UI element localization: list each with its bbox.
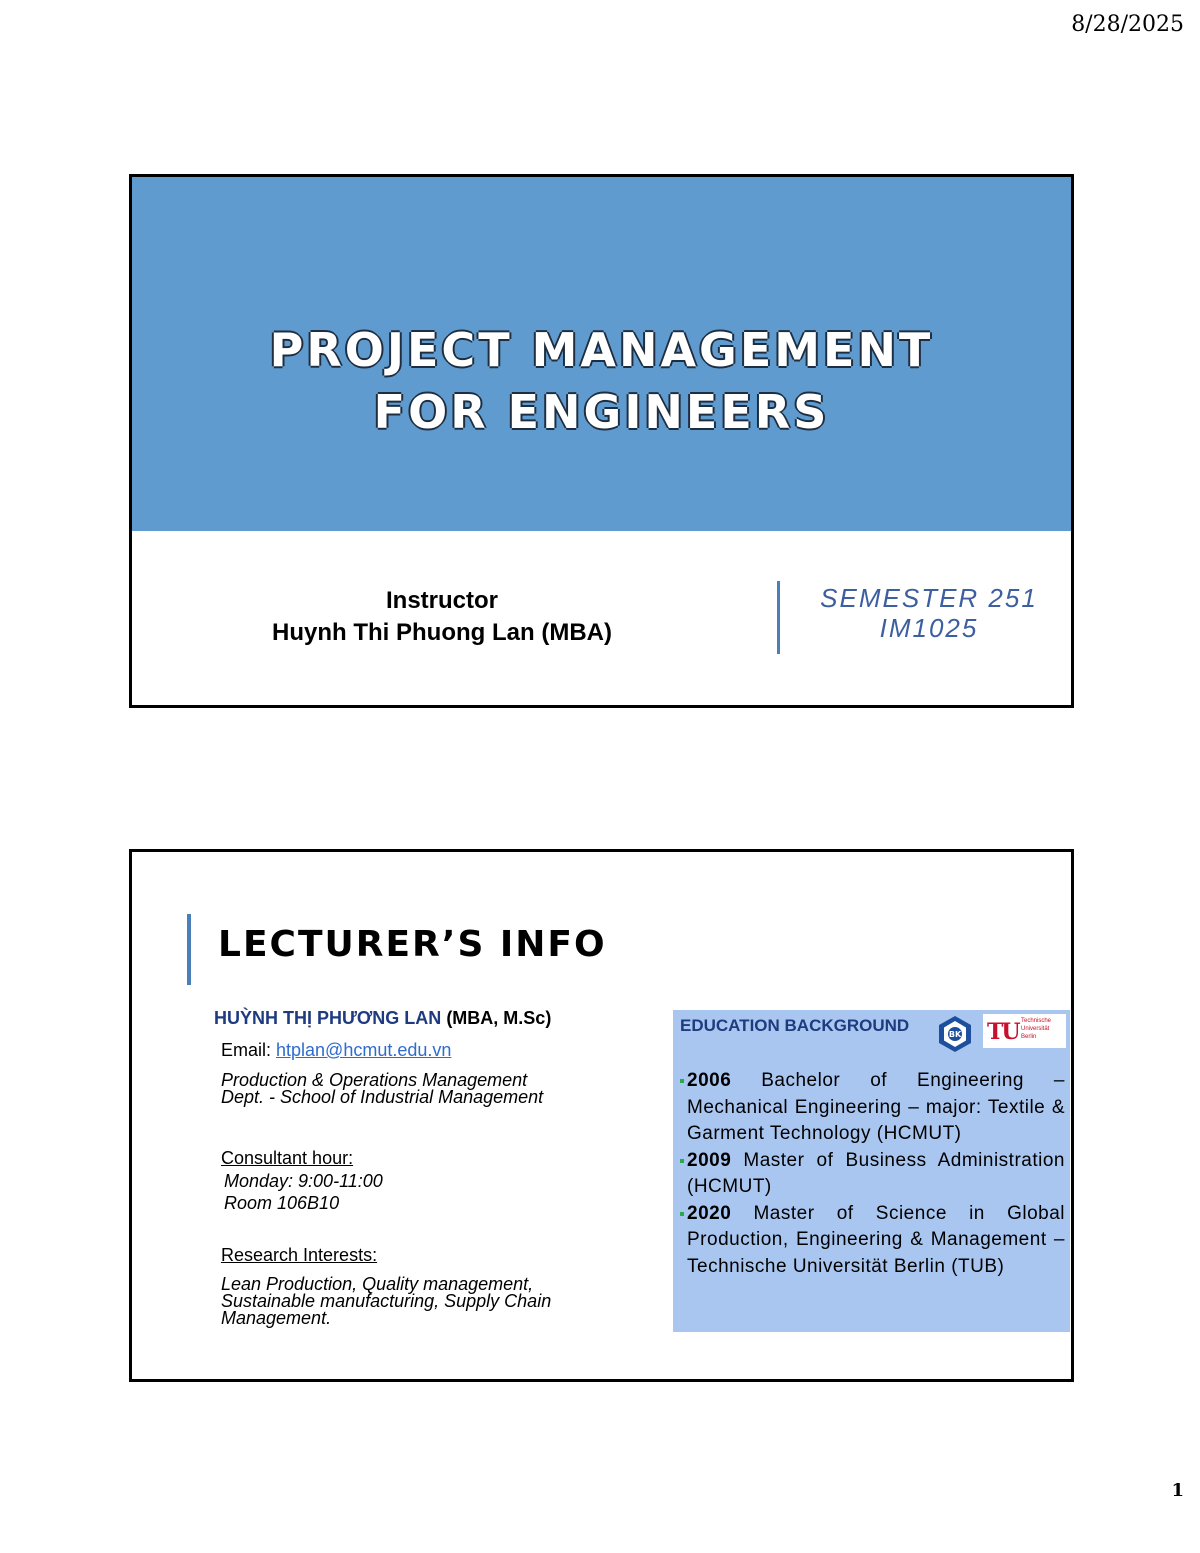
- tu-logo-text: Technische Universität Berlin: [1021, 1018, 1052, 1040]
- bk-university-logo: [935, 1014, 975, 1054]
- education-text: Bachelor of Engineering – Mechanical Engineering – major: Textile & Garment Technology (HCMUT): [687, 1070, 1065, 1144]
- lecturer-info-slide: [129, 849, 1074, 1382]
- vertical-divider: [777, 581, 780, 654]
- semester-block: [804, 583, 1054, 643]
- email-label: Email:: [221, 1040, 277, 1060]
- slide-heading: LECTURER’S INFO: [218, 924, 607, 965]
- tu-berlin-logo: [983, 1014, 1066, 1048]
- research-line-1: Lean Production, Quality management,: [221, 1274, 534, 1294]
- page-date: 8/28/2025: [1071, 12, 1184, 37]
- title-accent-bar: [187, 914, 191, 985]
- lecturer-name: HUỲNH THỊ PHƯƠNG LAN: [214, 1008, 442, 1028]
- education-item: [680, 1068, 1065, 1148]
- education-list: [680, 1068, 1065, 1280]
- lecturer-details: [214, 1008, 654, 1328]
- department-line-2: Dept. - School of Industrial Management: [221, 1087, 544, 1107]
- course-title: [132, 319, 1071, 443]
- education-year: 2020: [687, 1202, 732, 1224]
- lecturer-credentials: (MBA, M.Sc): [446, 1008, 552, 1028]
- tu-logo-mark: TU: [987, 1019, 1019, 1045]
- education-year: 2009: [687, 1149, 732, 1171]
- course-title-line-2: FOR ENGINEERS: [373, 385, 830, 439]
- course-code: IM1025: [879, 613, 979, 643]
- education-item: [680, 1148, 1065, 1201]
- consultant-hour-label: Consultant hour:: [221, 1148, 354, 1168]
- department-line-1: Production & Operations Management: [221, 1070, 528, 1090]
- consultant-hour-details: [224, 1170, 383, 1214]
- education-heading: EDUCATION BACKGROUND: [680, 1016, 910, 1035]
- semester-label: SEMESTER 251: [820, 583, 1038, 613]
- title-slide: [129, 174, 1074, 708]
- education-box: [673, 1010, 1070, 1332]
- email-link[interactable]: htplan@hcmut.edu.vn: [276, 1040, 452, 1060]
- education-text: Master of Business Administration (HCMUT): [687, 1149, 1065, 1197]
- research-line-2: Sustainable manufacturing, Supply Chain: [221, 1291, 552, 1311]
- research-interests-label: Research Interests:: [221, 1245, 378, 1265]
- instructor-block: [192, 585, 692, 649]
- education-year: 2006: [687, 1070, 732, 1091]
- page-number: 1: [1171, 1480, 1184, 1501]
- education-item: [680, 1201, 1065, 1281]
- bk-logo-text: BK: [948, 1030, 962, 1039]
- instructor-name: Huynh Thi Phuong Lan (MBA): [272, 619, 612, 646]
- consultant-room: Room 106B10: [224, 1193, 340, 1213]
- course-title-line-1: PROJECT MANAGEMENT: [269, 323, 934, 377]
- research-line-3: Management.: [221, 1308, 332, 1328]
- department: [221, 1072, 543, 1106]
- education-text: Master of Science in Global Production, Engineering & Management – Technische Universität Berlin (TUB): [687, 1202, 1065, 1277]
- research-interests: [221, 1276, 621, 1327]
- instructor-label: Instructor: [385, 587, 498, 614]
- email-line: [221, 1040, 451, 1061]
- consultant-day: Monday: 9:00-11:00: [224, 1171, 383, 1191]
- lecturer-name-line: [214, 1008, 654, 1029]
